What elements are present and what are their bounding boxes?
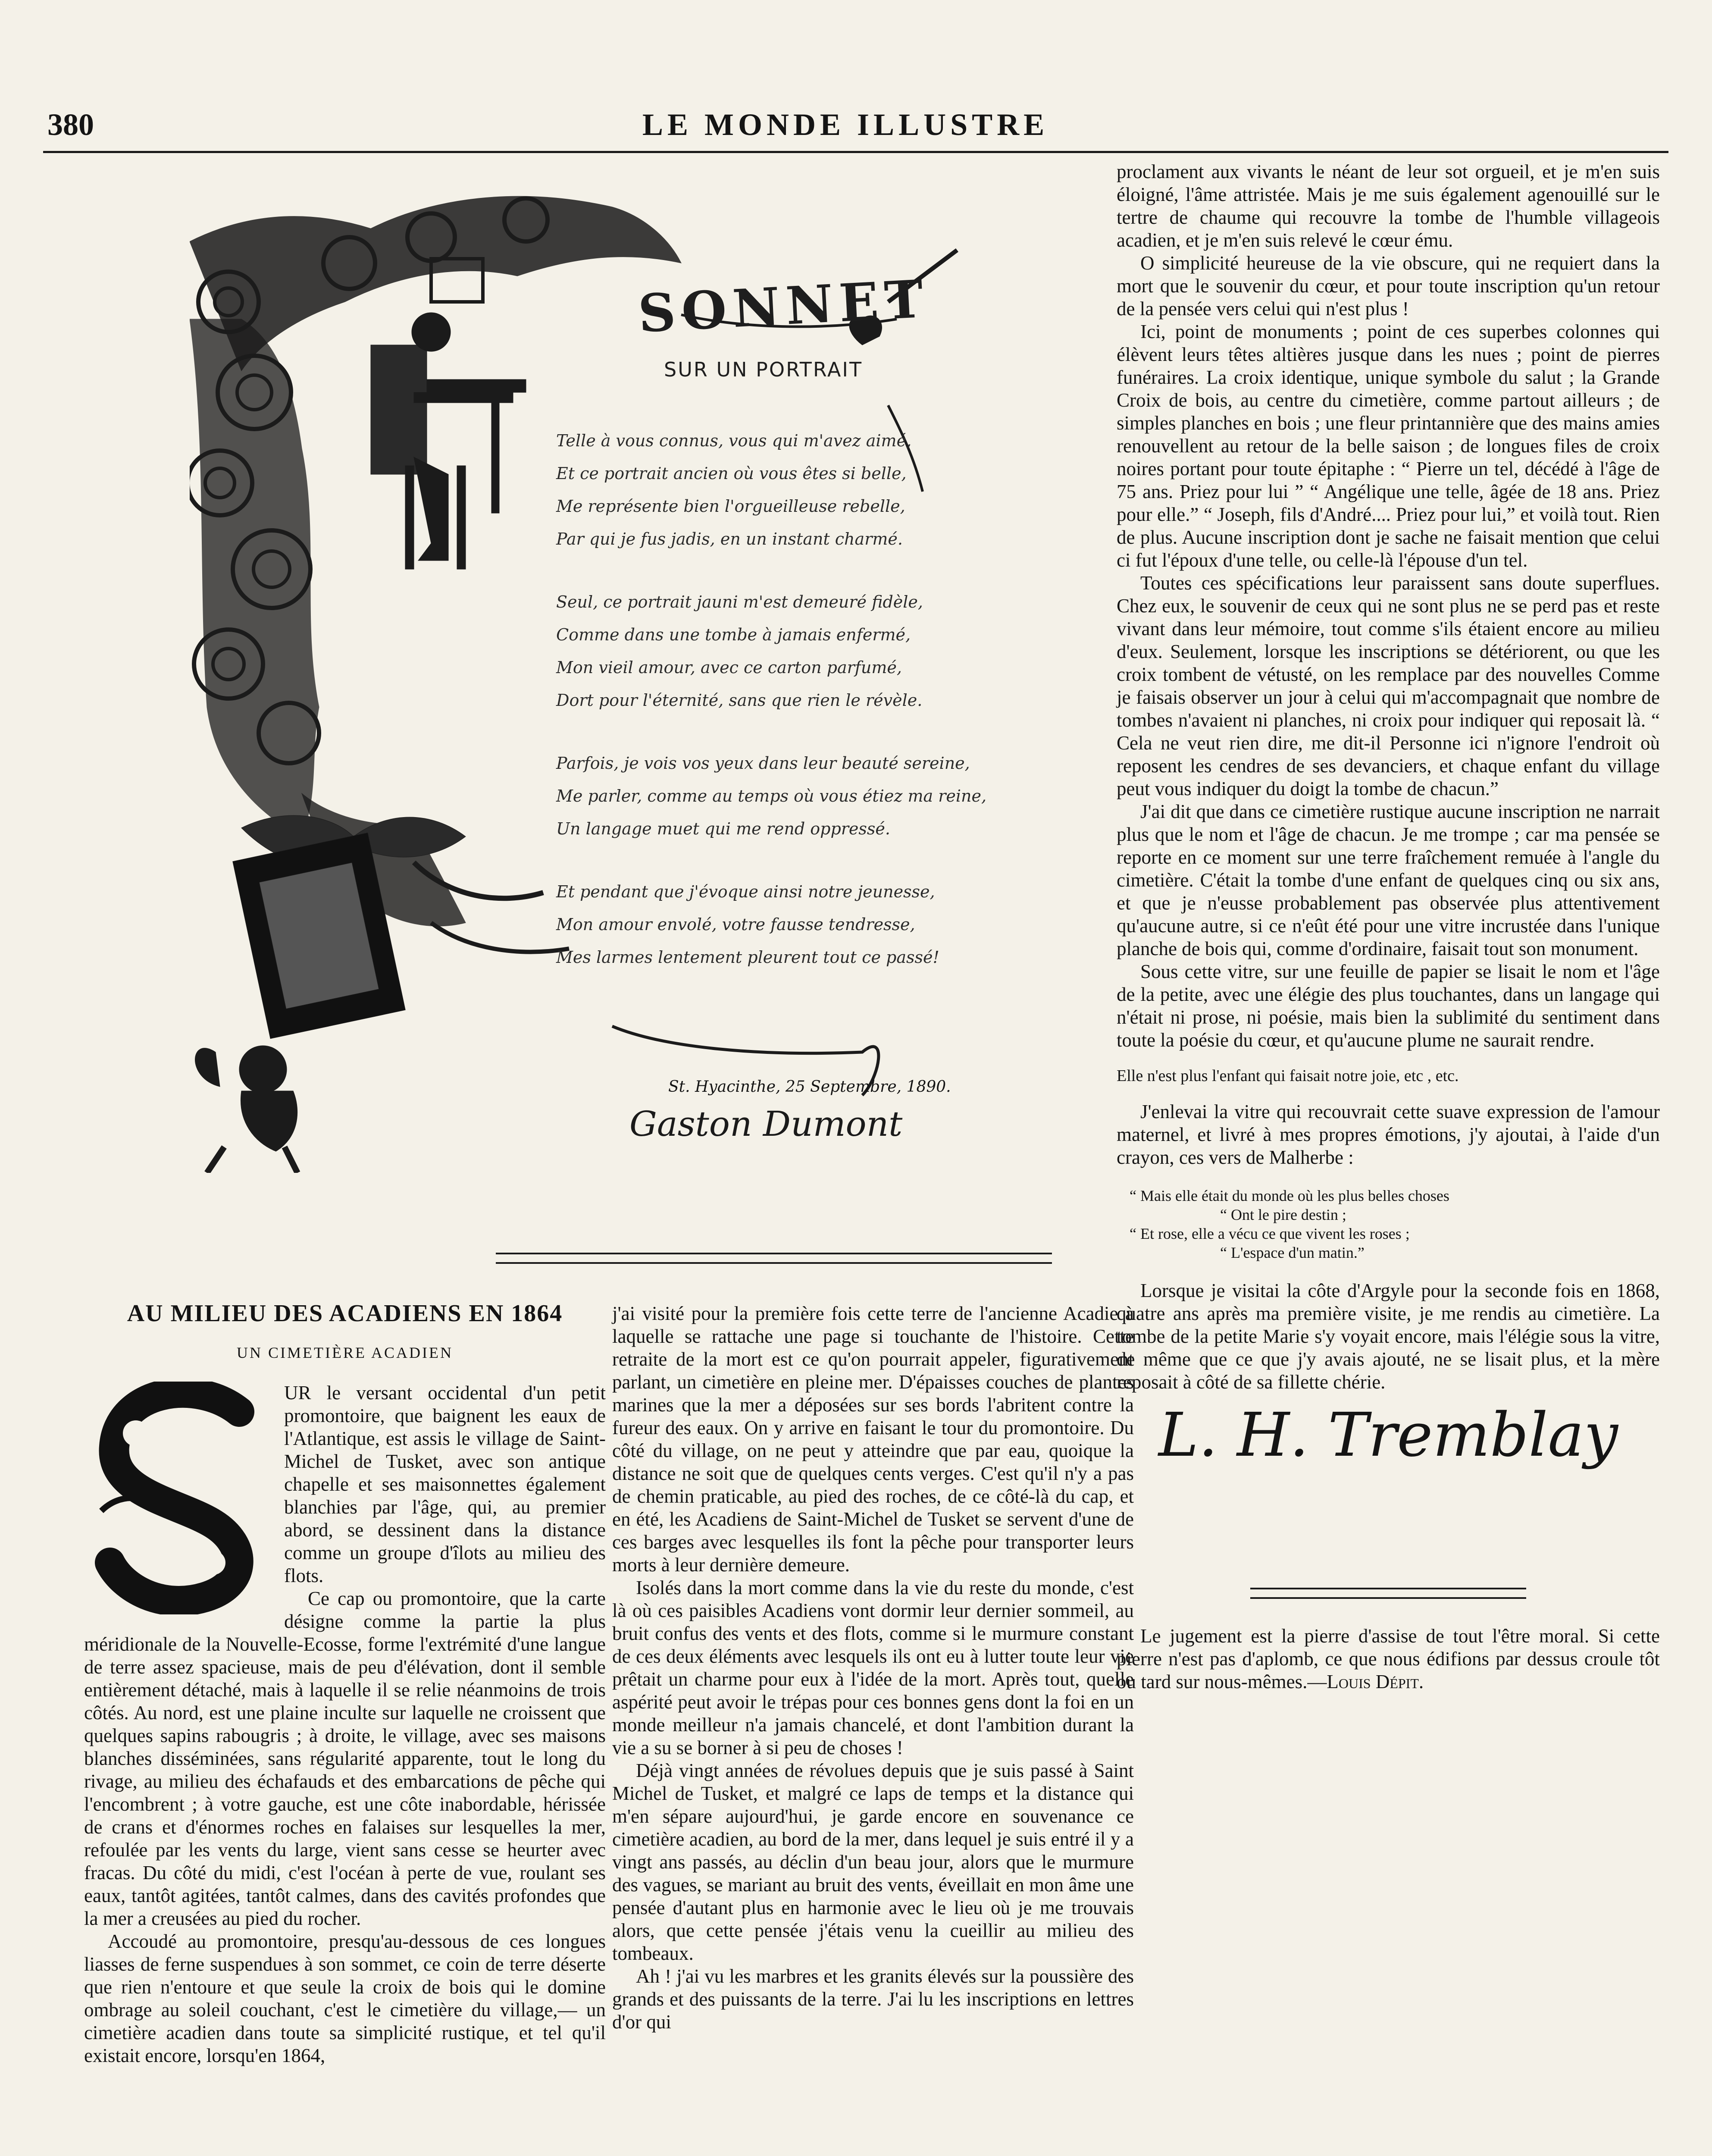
poem-line: Telle à vous connus, vous qui m'avez aimé, — [556, 431, 912, 450]
poem-line: Seul, ce portrait jauni m'est demeuré fidèle, — [556, 592, 923, 611]
page-number: 380 — [47, 107, 94, 142]
poem-line: Mon amour envolé, votre fausse tendresse, — [556, 915, 915, 934]
paragraph: Isolés dans la mort comme dans la vie du reste du monde, c'est là où ces paisibles Acadiens vont dormir leur dernier sommeil, au bruit confus des vents et des flots, comme si le murmure constant de ces deux éléments avec lesquels ils ont eu à lutter toute leur vie prêtait un charme pour eux à l'idée de la mort. Après tout, quelle aspérité peut avoir le trépas pour ces bonnes gens dont la foi en un monde meilleur n'a jamais chancelé, et dont l'ambition durant la vie a su se borner à si peu de choses ! — [612, 1577, 1134, 1758]
poem-line: Mon vieil amour, avec ce carton parfumé, — [556, 658, 902, 677]
right-column — [1117, 160, 1660, 1693]
poem-line: Un langage muet qui me rend oppressé. — [556, 819, 890, 838]
poem-date: St. Hyacinthe, 25 Septembre, 1890. — [668, 1078, 951, 1096]
paragraph: UR le versant occidental d'un petit promontoire, que baignent les eaux de l'Atlantique, est assis le village de Saint-Michel de Tusket, avec son antique chapelle et ses maisonnettes également blanchies par l'âge, qui, au premier abord, se dessinent dans la distance comme un groupe d'îlots au milieu des flots. — [284, 1382, 606, 1586]
poem-line: Me parler, comme au temps où vous étiez ma reine, — [556, 787, 987, 805]
signature-text: L. H. Tremblay — [1158, 1400, 1618, 1470]
sonnet-subtitle: SUR UN PORTRAIT — [664, 358, 863, 381]
signature-separator — [1250, 1588, 1526, 1599]
paragraph: j'ai visité pour la première fois cette terre de l'ancienne Acadie à laquelle se rattache une page si touchante de l'histoire. Cette retraite de la mort est ce qu'on pourrait appeler, figurativement parlant, un cimetière en pleine mer. D'épaisses couches de plantes marines que la mer a déposées sur ses bords l'abritent contre la fureur des eaux. On y arrive en faisant le tour du promontoire. Du côté du village, on ne peut y atteindre que par eau, quoique la distance ne soit que de quelques cents verges. C'est qu'il n'y a pas de chemin praticable, au pied des roches, de ce côté-là du cap, et en été, les Acadiens de Saint-Michel de Tusket se servent d'une de ces barges avec lesquelles ils font la pêche pour transporter leurs morts à leur dernière demeure. — [612, 1303, 1134, 1576]
maxim-text: Le jugement est la pierre d'assise de tout l'être moral. Si cette pierre n'est pas d'aplomb, ce que nous édifions par dessus croule tôt ou tard sur nous-mêmes.— — [1117, 1625, 1660, 1692]
paragraph: Ah ! j'ai vu les marbres et les granits élevés sur la poussière des grands et des puissants de la terre. J'ai lu les inscriptions en lettres d'or qui — [612, 1965, 1134, 2033]
article-left-column — [84, 1302, 606, 2067]
poem-line: Et pendant que j'évoque ainsi notre jeunesse, — [556, 882, 935, 901]
decorative-initial — [84, 1382, 274, 1614]
poem-line: Parfois, je vois vos yeux dans leur beauté sereine, — [556, 754, 970, 773]
poem-line: Dort pour l'éternité, sans que rien le révèle. — [556, 691, 923, 710]
paragraph: Sous cette vitre, sur une feuille de papier se lisait le nom et l'âge de la petite, avec une élégie des plus touchantes, dans un langage qui n'était ni prose, ni poésie, mais bien la sublimité du sentiment dans toute la poésie du cœur, et qu'aucune plume ne saurait rendre. — [1117, 961, 1660, 1051]
verse-line: “ Et rose, elle a vécu ce que vivent les roses ; — [1130, 1225, 1410, 1242]
cherub-figure — [195, 1046, 298, 1173]
paragraph: Toutes ces spécifications leur paraissent sans doute superflues. Chez eux, le souvenir de ceux qui ne sont plus ne se perd pas et reste vivant dans leur mémoire, tout comme s'ils étaient encore au milieu d'eux. Seulement, lorsque les inscriptions se détériorent, ou que les croix tombent de vétusté, on les remplace par des nouvelles Comme je faisais observer un jour à celui qui m'accompagnait que nombre de tombes n'avaient ni planches, ni croix pour indiquer qui reposait là. “ Cela ne veut rien dire, me dit-il Personne ici n'ignore l'endroit où reposent les cendres de ses devanciers, et chaque enfant du village peut vous indiquer du doigt la tombe de chacun.” — [1117, 572, 1660, 799]
article-middle-column — [612, 1302, 1134, 2034]
sonnet-poem — [556, 431, 986, 981]
verse-line: “ Ont le pire destin ; — [1220, 1206, 1346, 1223]
seated-man-figure — [371, 259, 526, 569]
article-subtitle: UN CIMETIÈRE ACADIEN — [237, 1344, 453, 1361]
masthead-title: LE MONDE ILLUSTRE — [642, 107, 1049, 142]
paragraph: Ce cap ou promontoire, que la carte désigne comme la partie la plus méridionale de la Nouvelle-Ecosse, forme l'extrémité d'une langue de terre assez spacieuse, mais de peu d'élévation, dont il semble entièrement détaché, mais à laquelle il se relie néanmoins de trois côtés. Au nord, est une plaine inculte sur laquelle ne croissent que quelques sapins rabougris ; à droite, le village, avec ses maisons blanches disséminées, sans régularité apparente, tout le long du rivage, au milieu des échafauds et des embarcations de pêche qui l'encombrent ; à votre gauche, est une côte inabordable, hérissée de crans et d'énormes roches en falaises sur lesquelles la mer, refoulée par les vents du large, vient sans cesse se heurter avec fracas. Du côté du midi, c'est l'océan à perte de vue, roulant ses eaux, tantôt agitées, tantôt calmes, dans des cavités profondes que la mer a creusées au pied du rocher. — [84, 1588, 606, 1929]
elegy-quote: Elle n'est plus l'enfant qui faisait notre joie, etc , etc. — [1117, 1067, 1459, 1085]
poem-line: Et ce portrait ancien où vous êtes si belle, — [556, 464, 907, 483]
poem-line: Me représente bien l'orgueilleuse rebelle, — [556, 497, 905, 516]
maxim — [1117, 1625, 1660, 1693]
malherbe-verses — [1117, 1186, 1660, 1262]
portrait-bow — [233, 815, 569, 1039]
poem-signature: Gaston Dumont — [629, 1104, 903, 1144]
paragraph: Lorsque je visitai la côte d'Argyle pour la seconde fois en 1868, quatre ans après ma première visite, je me rendis au cimetière. La tombe de la petite Marie s'y voyait encore, mais l'élégie sous la vitre, de même que ce que j'y avais ajouté, ne se lisait plus, et la mère reposait à côté de sa fillette chérie. — [1117, 1280, 1660, 1393]
paragraph: Ici, point de monuments ; point de ces superbes colonnes qui élèvent leurs têtes altières jusque dans les nues ; point de pierres funéraires. La croix identique, unique symbole du salut ; la Grande Croix de bois, au centre du cimetière, comme partout ailleurs ; de simples planches en bois ; une fleur printannière que des mains amies renouvellent au retour de la belle saison ; de longues files de croix noires portant pour toute épitaphe : “ Pierre un tel, décédé à l'âge de 75 ans. Priez pour lui ” “ Angélique une telle, âgée de 18 ans. Priez pour elle.” “ Joseph, fils d'André.... Priez pour lui,” et voilà tout. Rien de plus. Aucune inscription dont je sache ne faisait mention que celui ci fut l'époux d'une telle, ou celle-là l'épouse d'un tel. — [1117, 321, 1660, 571]
dropcap-s-icon — [84, 1382, 274, 1614]
paragraph: Déjà vingt années de révolues depuis que je suis passé à Saint Michel de Tusket, et malgré ce laps de temps et la distance qui m'en sépare aujourd'hui, je garde encore en souvenance ce cimetière acadien, au bord de la mer, dans lequel je suis entré il y a vingt ans passés, au déclin d'un beau jour, alors que le murmure des vagues, se mariant au bruit des vents, éveillait en mon âme une pensée d'autant plus en harmonie avec le lieu où je me trouvais alors, que cette pensée j'étais venu la cueillir au milieu des tombeaux. — [612, 1760, 1134, 1964]
article-title: AU MILIEU DES ACADIENS EN 1864 — [127, 1300, 563, 1327]
maxim-author: Louis Dépit. — [1327, 1671, 1424, 1692]
poem-line: Comme dans une tombe à jamais enfermé, — [556, 625, 911, 644]
paragraph: J'enlevai la vitre qui recouvrait cette suave expression de l'amour maternel, et livré à mes propres émotions, j'y ajoutai, à l'aide d'un crayon, ces vers de Malherbe : — [1117, 1101, 1660, 1168]
verse-line: “ L'espace d'un matin.” — [1220, 1244, 1365, 1261]
paragraph: proclament aux vivants le néant de leur sot orgueil, et je m'en suis éloigné, l'âme attristée. Mais je me suis également agenouillé sur le tertre de chaume qui recouvre la tombe de l'humble villageois acadien, et je m'en suis relevé le cœur ému. — [1117, 161, 1660, 251]
verse-line: “ Mais elle était du monde où les plus belles choses — [1130, 1187, 1449, 1204]
paragraph: J'ai dit que dans ce cimetière rustique aucune inscription ne narrait plus que le nom et l'âge de chacun. Je me trompe ; car ma pensée se reporte en ce moment sur une terre fraîchement remuée à l'angle du cimetière. C'était la tombe d'une enfant de quelques cinq ou six ans, et que je n'eusse probablement pas observée plus attentivement qu'aucune autre, si ce n'eût été pour une vitre incrustée dans l'unique planche de bois qui, comme d'ordinaire, faisait tout son monument. — [1117, 801, 1660, 959]
paragraph: O simplicité heureuse de la vie obscure, qui ne requiert dans la mort que le souvenir du cœur, et pour toute inscription qu'un retour de la pensée vers celui qui n'est plus ! — [1117, 252, 1660, 320]
paragraph: Accoudé au promontoire, presqu'au-dessous de ces longues liasses de ferne suspendues à son sommet, ce coin de terre déserte que rien n'entoure et que seule la croix de bois qui le domine ombrage au soleil couchant, c'est le cimetière du village,— un cimetière acadien dans toute sa simplicité rustique, et tel qu'il existait encore, lorsqu'en 1864, — [84, 1930, 606, 2066]
sonnet-title: SONNET — [636, 268, 931, 345]
poem-line: Mes larmes lentement pleurent tout ce passé! — [556, 948, 939, 967]
poem-line: Par qui je fus jadis, en un instant charmé. — [556, 530, 903, 548]
header-rule — [43, 151, 1668, 153]
sonnet-illustration — [190, 190, 1035, 1173]
illustration-separator — [496, 1253, 1052, 1264]
author-signature — [1117, 1400, 1660, 1566]
